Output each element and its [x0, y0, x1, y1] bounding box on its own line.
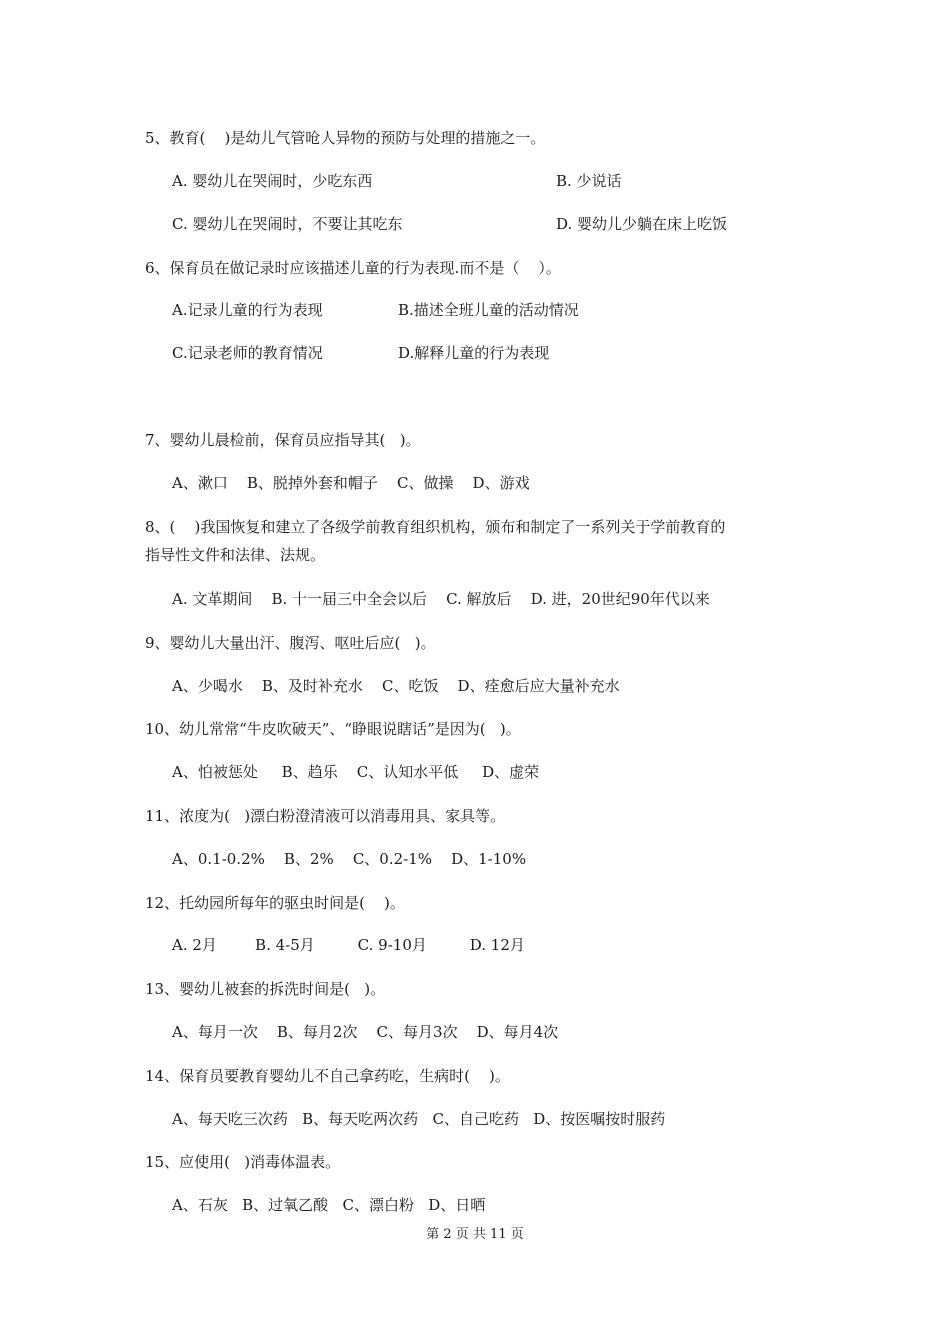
question-6-stem: 6、保育员在做记录时应该描述儿童的行为表现.而不是（ ）。 [145, 259, 561, 277]
question-13-stem: 13、婴幼儿被套的拆洗时间是( )。 [145, 980, 386, 998]
question-5-option-c: C. 婴幼儿在哭闹时，不要让其吃东 [172, 215, 403, 233]
question-15-stem: 15、应使用( )消毒体温表。 [145, 1153, 341, 1171]
question-8-stem: 8、( )我国恢复和建立了各级学前教育组织机构，颁布和制定了一系列关于学前教育的 [145, 518, 726, 536]
page-number-footer: 第 2 页 共 11 页 [426, 1227, 524, 1242]
question-8-options: A. 文革期间 B. 十一届三中全会以后 C. 解放后 D. 进，20世纪90年代以来 [172, 590, 710, 608]
question-11-options: A、0.1-0.2% B、2% C、0.2-1% D、1-10% [172, 850, 527, 868]
question-5-option-d: D. 婴幼儿少躺在床上吃饭 [556, 215, 728, 233]
question-15-options: A、石灰 B、过氧乙酸 C、漂白粉 D、日晒 [172, 1196, 486, 1214]
question-14-stem: 14、保育员要教育婴幼儿不自己拿药吃，生病时( )。 [145, 1067, 510, 1085]
question-5-option-b: B. 少说话 [556, 172, 622, 190]
question-5-option-a: A. 婴幼儿在哭闹时，少吃东西 [172, 172, 373, 190]
question-7-stem: 7、婴幼儿晨检前，保育员应指导其( )。 [145, 431, 421, 449]
question-5-stem: 5、教育( )是幼儿气管呛人异物的预防与处理的措施之一。 [145, 129, 546, 147]
question-7-options: A、漱口 B、脱掉外套和帽子 C、做操 D、游戏 [172, 474, 530, 492]
question-8-stem-continued: 指导性文件和法律、法规。 [145, 546, 326, 564]
question-12-stem: 12、托幼园所每年的驱虫时间是( )。 [145, 894, 405, 912]
question-6-option-a: A.记录儿童的行为表现 [172, 301, 323, 319]
question-10-options: A、怕被惩处 B、趋乐 C、认知水平低 D、虚荣 [172, 763, 540, 781]
question-13-options: A、每月一次 B、每月2次 C、每月3次 D、每月4次 [172, 1023, 559, 1041]
question-6-option-c: C.记录老师的教育情况 [172, 344, 323, 362]
question-6-option-d: D.解释儿童的行为表现 [398, 344, 550, 362]
question-10-stem: 10、幼儿常常“牛皮吹破天”、“睁眼说瞎话”是因为( )。 [145, 720, 521, 738]
question-14-options: A、每天吃三次药 B、每天吃两次药 C、自己吃药 D、按医嘱按时服药 [172, 1110, 666, 1128]
question-11-stem: 11、浓度为( )漂白粉澄清液可以消毒用具、家具等。 [145, 807, 506, 825]
question-12-options: A. 2月 B. 4-5月 C. 9-10月 D. 12月 [172, 936, 525, 954]
question-9-stem: 9、婴幼儿大量出汗、腹泻、呕吐后应( )。 [145, 634, 436, 652]
question-6-option-b: B.描述全班儿童的活动情况 [398, 301, 579, 319]
question-9-options: A、少喝水 B、及时补充水 C、吃饭 D、痊愈后应大量补充水 [172, 677, 620, 695]
